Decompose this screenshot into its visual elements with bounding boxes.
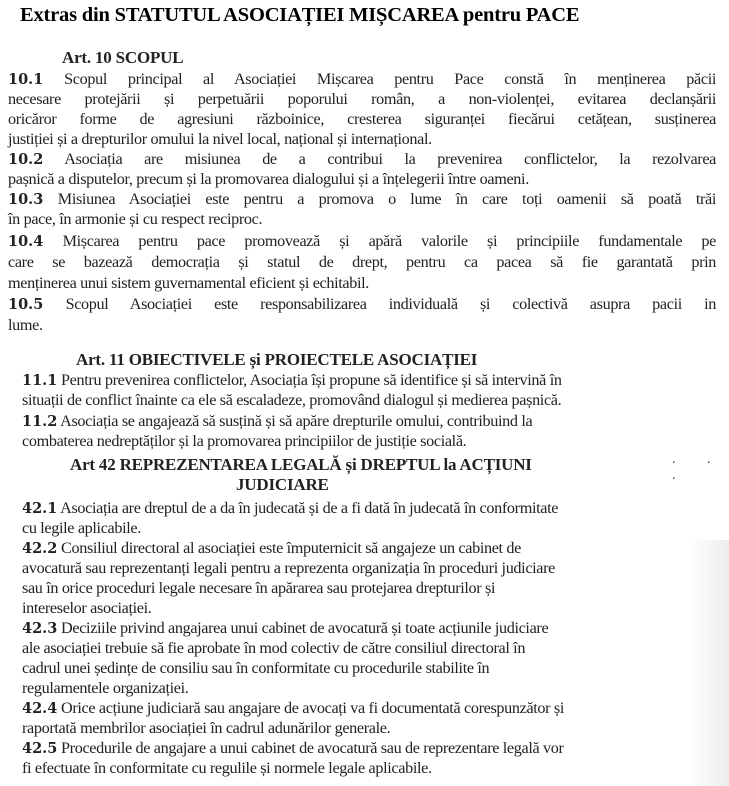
clause-line: cu legile aplicabile. xyxy=(22,519,141,537)
clause-line: regulamentele organizației. xyxy=(22,679,189,697)
clause-line: lume. xyxy=(8,316,43,334)
clause-line: 42.2 Consiliul directoral al asociației este împuternicit să angajeze un cabinet de xyxy=(22,539,521,557)
clause-number: 10.1 xyxy=(8,71,44,88)
clause-line: 42.5 Procedurile de angajare a unui cabinet de avocatură sau de reprezentare legală vor xyxy=(22,739,564,757)
clause-number: 42.1 xyxy=(22,500,58,517)
clause-line: necesare protejării și perpetuării poporului român, a non-violenței, evitarea declanșării xyxy=(8,90,716,108)
clause-number: 10.2 xyxy=(8,151,44,168)
clause-line: cadrul unei ședințe de consiliu sau în conformitate cu procedurile stabilite în xyxy=(22,659,490,677)
section-heading-line-2: JUDICIARE xyxy=(236,475,329,494)
clause-line: 42.4 Orice acțiune judiciară sau angajare de avocați va fi documentată corespunzător și xyxy=(22,699,565,717)
clause-line: 10.4 Mișcarea pentru pace promovează și apără valorile și principiile fundamentale pe xyxy=(8,232,717,250)
clause-line: 42.3 Deciziile privind angajarea unui cabinet de avocatură și toate acțiunile judiciare xyxy=(22,619,549,637)
clause-number: 42.3 xyxy=(22,620,58,637)
clause-line: 10.3 Misiunea Asociației este pentru a promova o lume în care toți oamenii să poată trăi xyxy=(8,190,716,208)
scan-edge-shadow xyxy=(689,540,729,786)
clause-number: 10.3 xyxy=(8,191,44,208)
section-heading-line-1: Art 42 REPREZENTAREA LEGALĂ și DREPTUL la ACȚIUNI xyxy=(70,455,532,474)
clause-line: justiției și a drepturilor omului la nivel local, național și internațional. xyxy=(8,130,432,148)
document-title: Extras din STATUTUL ASOCIAȚIEI MIȘCAREA pentru PACE xyxy=(20,4,580,26)
clause-number: 10.5 xyxy=(8,296,44,313)
clause-line: raportată membrilor asociației în cadrul adunărilor generale. xyxy=(22,719,391,737)
scan-artifact-dots: . . . xyxy=(672,452,725,483)
clause-number: 11.1 xyxy=(22,372,58,389)
clause-line: avocatură sau reprezentanți legali pentru a reprezenta organizația în proceduri judiciare xyxy=(22,559,556,577)
clause-line: 10.2 Asociația are misiunea de a contribui la prevenirea conflictelor, la rezolvarea xyxy=(8,150,716,168)
clause-line: 10.1 Scopul principal al Asociației Mișcarea pentru Pace constă în menținerea păcii xyxy=(8,70,717,88)
clause-line: fi efectuate în conformitate cu regulile și normele legale aplicabile. xyxy=(22,759,432,777)
clause-line: oricăror forme de agresiuni războinice, cresterea siguranței fiecărui cetățean, susținerea xyxy=(8,110,716,128)
clause-line: combaterea nedreptăților și la promovarea principiilor de justiție socială. xyxy=(22,432,467,450)
clause-line: pașnică a disputelor, precum și la promovarea dialogului și a înțelegerii între oameni. xyxy=(8,170,529,188)
section-heading: Art. 11 OBIECTIVELE și PROIECTELE ASOCIAȚIEI xyxy=(76,350,478,369)
clause-number: 42.5 xyxy=(22,740,58,757)
clause-number: 10.4 xyxy=(8,233,44,250)
clause-line: 11.2 Asociația se angajează să susțină și să apăre drepturile omului, contribuind la xyxy=(22,412,533,430)
clause-line: 11.1 Pentru prevenirea conflictelor, Asociația își propune să identifice și să intervină în xyxy=(22,371,562,389)
clause-line: intereselor asociației. xyxy=(22,599,152,617)
clause-line: 42.1 Asociația are dreptul de a da în judecată și de a fi dată în judecată în conformitate xyxy=(22,499,559,517)
clause-number: 11.2 xyxy=(22,413,58,430)
clause-line: care se bazează democrația și statul de drept, pentru ca pacea să fie garantată prin xyxy=(8,253,716,271)
clause-line: 10.5 Scopul Asociației este responsabilizarea individuală și colectivă asupra pacii in xyxy=(8,295,716,313)
clause-line: menținerea unui sistem guvernamental eficient și echitabil. xyxy=(8,274,369,292)
clause-line: situații de conflict înainte ca ele să escaladeze, promovând dialogul și medierea pașnică. xyxy=(22,391,562,409)
clause-number: 42.2 xyxy=(22,540,58,557)
clause-line: sau în orice proceduri legale necesare în apărarea sau protejarea drepturilor și xyxy=(22,579,496,597)
clause-line: în pace, în armonie și cu respect reciproc. xyxy=(8,210,263,228)
section-heading: Art. 10 SCOPUL xyxy=(62,48,184,67)
clause-line: ale asociației trebuie să fie aprobate în mod colectiv de către consiliul directoral în xyxy=(22,639,526,657)
clause-number: 42.4 xyxy=(22,700,58,717)
